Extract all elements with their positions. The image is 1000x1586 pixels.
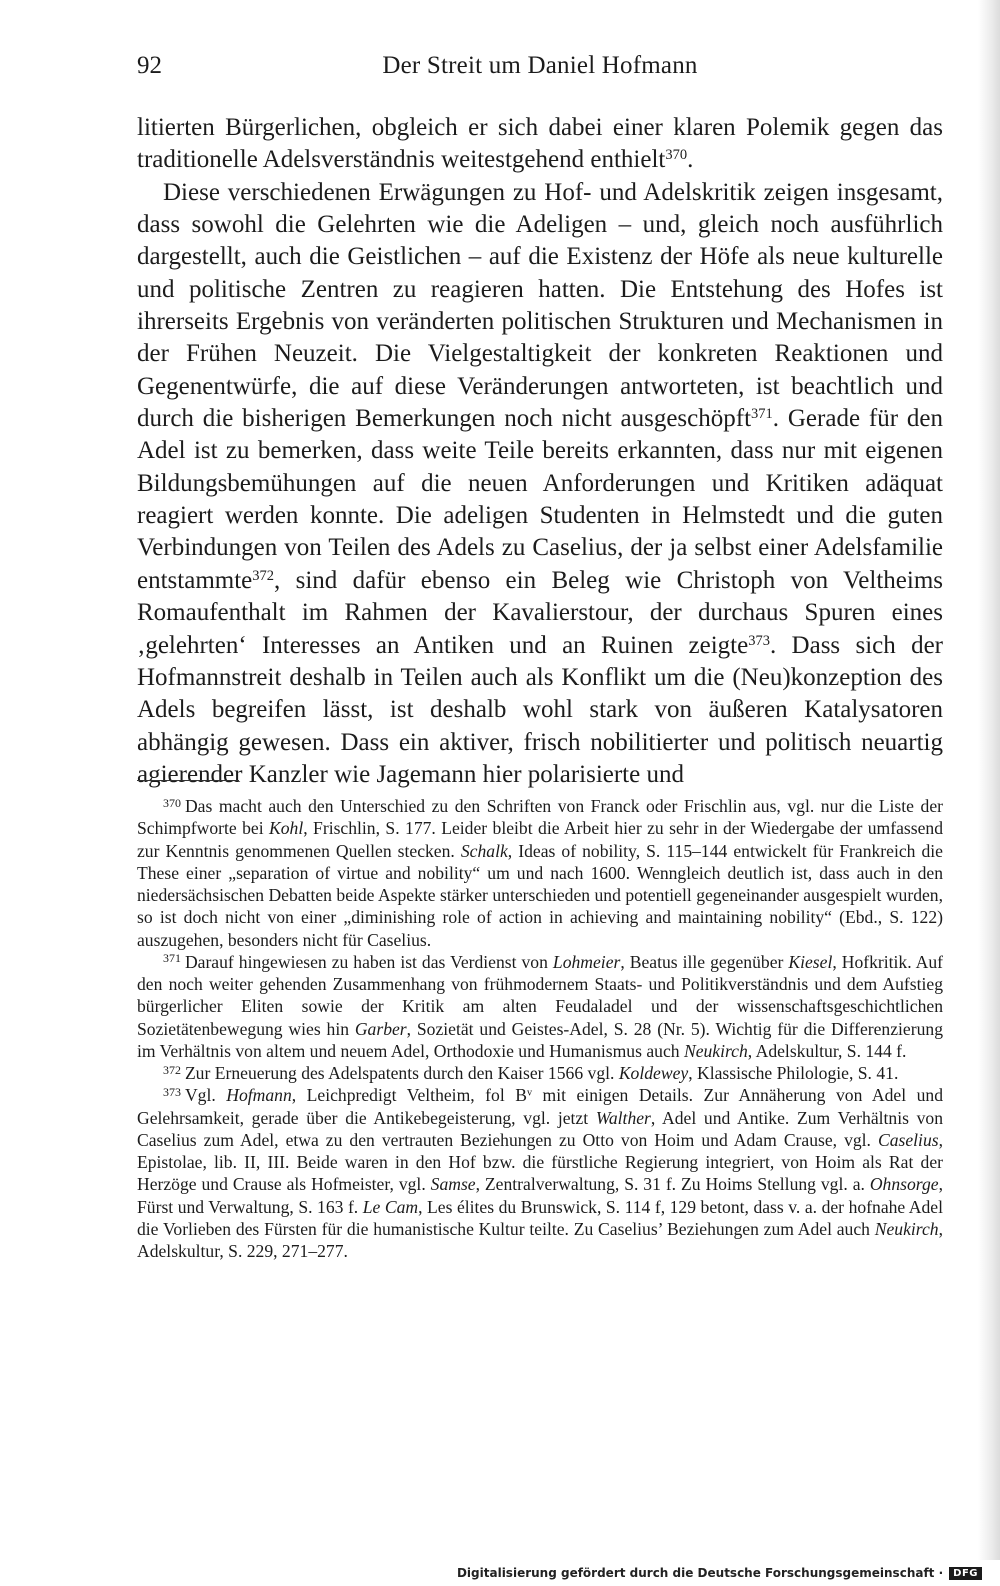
footnote-373: $^{373}$ Vgl. Hofmann, Leichpredigt Veltheim, fol $B^v$ mit einigen Details. Zur Annäherung von Adel und Gelehrsamkeit, gerade über die Antikebegeisterung, vgl. jetzt Walther, Adel und Antike. Zum Verhältnis von Caselius zum Adel, etwa zu den vertrauten Beziehungen zu Otto von Hoim und Adam Crause, vgl. Caselius, Epistolae, lib. II, III. Beide waren in den Hof bzw. die fürstliche Regierung integriert, von Hoim als Rat der Herzöge und Crause als Hofmeister, vgl. Samse, Zentralverwaltung, S. 31 f. Zu Hoims Stellung vgl. a. Ohnsorge, Fürst und Verwaltung, S. 163 f. Le Cam, Les élites du Brunswick, S. 114 f, 129 betont, dass v. a. der hofnahe Adel die Vorlieben des Fürsten für die humanistische Kultur teilte. Zu Caselius’ Beziehungen zum Adel auch Neukirch, Adelskultur, S. 229, 271–277.	[137, 1084, 944, 1261]
footer-text: Digitalisierung gefördert durch die Deutsche Forschungsgemeinschaft ·	[456, 1566, 944, 1580]
footnote-number: 372	[163, 1062, 181, 1077]
footnote-number: 373	[163, 1084, 181, 1099]
running-head: Der Streit um Daniel Hofmann	[382, 52, 698, 79]
footnotes	[137, 795, 943, 1262]
footnote-separator	[137, 780, 239, 781]
footnote-ref-372[interactable]: 372	[252, 567, 274, 584]
page-number: 92	[137, 52, 162, 79]
footnote-370: $^{370}$ Das macht auch den Unterschied zu den Schriften von Franck oder Frischlin aus, vgl. nur die Liste der Schimpfworte bei Kohl, Frischlin, S. 177. Leider bleibt die Arbeit hier zu sehr in der Wiedergabe der umfassend zur Kenntnis genommenen Quellen stecken. Schalk, Ideas of nobility, S. 115–144 entwickelt für Frankreich die These einer „separation of virtue and nobility“ um und nach 1600. Wenngleich deutlich ist, dass auch in den niedersächsischen Debatten beide Aspekte stärker unterschieden und potentiell gegeneinander ausgespielt wurden, so ist doch nicht von einer „diminishing role of action in achieving and maintaining nobility“ (Ebd., S. 122) auszugehen, besonders nicht für Caselius.	[137, 795, 943, 950]
footnote-372: $^{372}$ Zur Erneuerung des Adelspatents durch den Kaiser 1566 vgl. Koldewey, Klassische Philologie, S. 41.	[163, 1062, 899, 1083]
main-text	[137, 112, 943, 791]
footnote-371: $^{371}$ Darauf hingewiesen zu haben ist das Verdienst von Lohmeier, Beatus ille gegenüber Kiesel, Hofkritik. Auf den noch weiter gehenden Zusammenhang von frühmodernem Staats- und Politikverständnis und dem Aufstieg bürgerlicher Eliten sowie der Kritik am alten Feudaladel und der wissenschaftsgeschichtlichen Sozietätenbewegung wies hin Garber, Sozietät und Geistes-Adel, S. 28 (Nr. 5). Wichtig für die Differenzierung im Verhältnis von altem und neuem Adel, Orthodoxie und Humanismus auch Neukirch, Adelskultur, S. 144 f.	[137, 951, 944, 1061]
paragraph-2: Diese verschiedenen Erwägungen zu Hof- und Adelskritik zeigen insgesamt, dass sowohl die Gelehrten wie die Adeligen – und, gleich noch ausführlich dargestellt, auch die Geistlichen – auf die Existenz der Höfe als neue kulturelle und politische Zentren zu reagieren hatten. Die Entstehung des Hofes ist ihrerseits Ergebnis von veränderten politischen Strukturen und Mechanismen in der Frühen Neuzeit. Die Vielgestaltigkeit der konkreten Reaktionen und Gegenentwürfe, die auf diese Veränderungen antworteten, ist beachtlich und durch die bisherigen Bemerkungen noch nicht ausgeschöpft$^{371}$. Gerade für den Adel ist zu bemerken, dass weite Teile bereits erkannten, dass nur mit eigenen Bildungsbemühungen auf die neuen Anforderungen und Kritiken adäquat reagiert werden konnte. Die adeligen Studenten in Helmstedt und die guten Verbindungen von Teilen des Adels zu Caselius, der ja selbst einer Adelsfamilie entstammte$^{372}$, sind dafür ebenso ein Beleg wie Christoph von Veltheims Romaufenthalt im Rahmen der Kavalierstour, der durchaus Spuren eines ‚gelehrten‘ Interesses an Antiken und an Ruinen zeigte$^{373}$. Dass sich der Hofmannstreit deshalb in Teilen auch als Konflikt um die (Neu)konzeption des Adels begreifen lässt, ist deshalb wohl stark von äußeren Katalysatoren abhängig gewesen. Dass ein aktiver, frisch nobilitierter und politisch neuartig agierender Kanzler wie Jagemann hier polarisierte und	[137, 178, 943, 788]
paragraph-1: litierten Bürgerlichen, obgleich er sich dabei einer klaren Polemik gegen das traditionelle Adelsverständnis weitestgehend enthielt$^{370}$.	[137, 114, 943, 174]
dfg-logo: DFG	[949, 1567, 982, 1580]
page-header	[137, 52, 943, 92]
footnote-ref-370[interactable]: 370	[665, 147, 688, 164]
footnote-ref-371[interactable]: 371	[751, 406, 773, 423]
footnote-number: 370	[163, 795, 181, 810]
page-edge-shadow	[978, 0, 1000, 1560]
footnote-ref-373[interactable]: 373	[748, 632, 770, 649]
footnote-number: 371	[163, 951, 181, 966]
digitization-footer	[457, 1566, 982, 1580]
